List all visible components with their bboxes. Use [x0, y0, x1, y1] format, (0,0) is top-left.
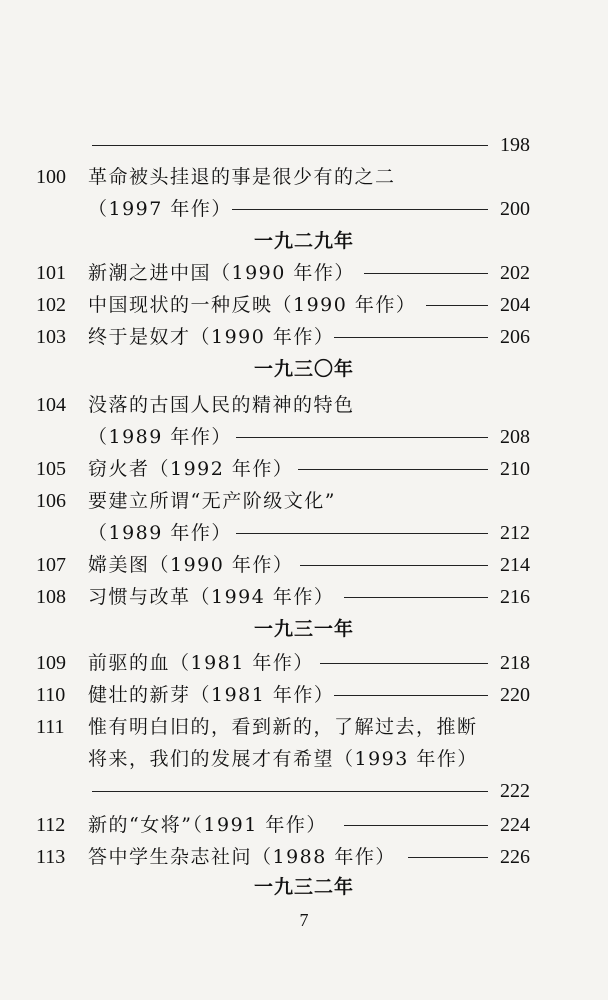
toc-entry [0, 810, 608, 840]
entry-number: 113 [36, 846, 66, 868]
page-ref: 226 [500, 846, 530, 868]
entry-title: 新的“女将”（1991 年作） [88, 814, 327, 836]
toc-entry [0, 486, 608, 516]
toc-entry [0, 550, 608, 580]
toc-entry [0, 842, 608, 872]
entry-number: 102 [36, 294, 66, 316]
page-ref: 212 [500, 522, 530, 544]
toc-entry [0, 322, 608, 352]
entry-title: 革命被头挂退的事是很少有的之二 [88, 166, 396, 188]
year-heading: 一九三〇年 [253, 358, 354, 380]
toc-entry [0, 648, 608, 678]
page-ref: 220 [500, 684, 530, 706]
entry-title: 终于是奴才（1990 年作） [88, 326, 335, 348]
entry-number: 104 [36, 394, 66, 416]
entry-title-cont: （1989 年作） [88, 426, 232, 448]
leader-line [232, 209, 488, 210]
page-ref: 224 [500, 814, 530, 836]
year-heading: 一九三一年 [253, 618, 354, 640]
entry-title: 中国现状的一种反映（1990 年作） [88, 294, 417, 316]
entry-title: 窃火者（1992 年作） [88, 458, 294, 480]
leader-line [300, 565, 488, 566]
toc-entry-continuation [0, 194, 608, 224]
toc-entry-continuation [0, 776, 608, 806]
page-ref: 218 [500, 652, 530, 674]
toc-entry [0, 454, 608, 484]
toc-entry-continuation [0, 422, 608, 452]
entry-title: 习惯与改革（1994 年作） [88, 586, 335, 608]
entry-number: 105 [36, 458, 66, 480]
entry-number: 110 [36, 684, 66, 706]
toc-entry [0, 162, 608, 192]
entry-title-cont: （1997 年作） [88, 198, 232, 220]
leader-line [320, 663, 488, 664]
toc-entry [0, 130, 608, 160]
page-ref: 198 [500, 134, 530, 156]
page-ref: 214 [500, 554, 530, 576]
toc-entry-continuation [0, 744, 608, 774]
toc-entry [0, 258, 608, 288]
entry-number: 111 [36, 716, 65, 738]
page-ref: 202 [500, 262, 530, 284]
entry-number: 100 [36, 166, 66, 188]
page-ref: 208 [500, 426, 530, 448]
leader-line [236, 533, 488, 534]
entry-title: 嫦美图（1990 年作） [88, 554, 294, 576]
entry-number: 108 [36, 586, 66, 608]
leader-line [298, 469, 488, 470]
toc-entry [0, 680, 608, 710]
leader-line [236, 437, 488, 438]
entry-title: 要建立所谓“无产阶级文化” [88, 490, 336, 512]
leader-line [92, 791, 488, 792]
page-number: 7 [299, 910, 309, 930]
toc-entry [0, 390, 608, 420]
entry-title-cont: 将来，我们的发展才有希望（1993 年作） [88, 748, 478, 770]
entry-title: 没落的古国人民的精神的特色 [88, 394, 355, 416]
leader-line [334, 695, 488, 696]
page-ref: 200 [500, 198, 530, 220]
toc-entry [0, 712, 608, 742]
leader-line [334, 337, 488, 338]
entry-number: 109 [36, 652, 66, 674]
leader-line [344, 825, 488, 826]
page-ref: 216 [500, 586, 530, 608]
entry-number: 106 [36, 490, 66, 512]
entry-title: 答中学生杂志社问（1988 年作） [88, 846, 396, 868]
page-ref: 206 [500, 326, 530, 348]
entry-number: 107 [36, 554, 66, 576]
page-ref: 222 [500, 780, 530, 802]
page-ref: 204 [500, 294, 530, 316]
entry-title: 健壮的新芽（1981 年作） [88, 684, 335, 706]
year-heading: 一九三二年 [253, 876, 354, 898]
entry-number: 112 [36, 814, 66, 836]
leader-line [92, 145, 488, 146]
entry-title: 新潮之进中国（1990 年作） [88, 262, 355, 284]
entry-title: 前驱的血（1981 年作） [88, 652, 314, 674]
leader-line [426, 305, 488, 306]
leader-line [364, 273, 488, 274]
toc-entry-continuation [0, 518, 608, 548]
leader-line [408, 857, 488, 858]
page-ref: 210 [500, 458, 530, 480]
entry-title-cont: （1989 年作） [88, 522, 232, 544]
leader-line [344, 597, 488, 598]
entry-title: 惟有明白旧的，看到新的，了解过去，推断 [88, 716, 478, 738]
toc-entry [0, 290, 608, 320]
year-heading: 一九二九年 [253, 230, 354, 252]
toc-entry [0, 582, 608, 612]
entry-number: 101 [36, 262, 66, 284]
entry-number: 103 [36, 326, 66, 348]
